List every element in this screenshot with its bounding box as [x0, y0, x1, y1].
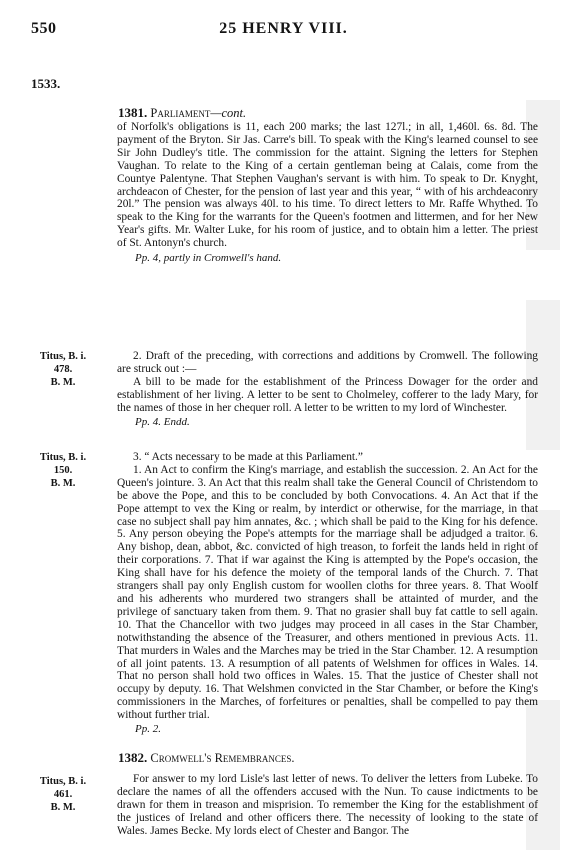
year-heading: 1533.	[31, 76, 61, 91]
entry-number: 1381.	[118, 105, 148, 120]
entry-title: Cromwell's Remembrances.	[150, 751, 295, 765]
paragraph: A bill to be made for the establishment of the Princess Dowager for the order and establishment of her living. A letter to be sent to Cholmeley, cofferer to the lady Mary, for the names of those in her chequer roll. A letter to be written to my lord of Winchester.	[117, 375, 538, 414]
margin-reference: Titus, B. i. 150. B. M.	[39, 452, 87, 489]
entry-heading-1382	[118, 750, 295, 766]
note: Pp. 2.	[135, 723, 161, 736]
paragraph: 1. An Act to confirm the King's marriage, and establish the succession. 2. An Act for the Queen's jointure. 3. An Act that this realm shall take the General Council of Christendom to be above the Pope, and this to be concluded by both Convocations. 4. An Act that if the Pope attempt to vex the King or realm, by interdict or otherwise, for the marriage, in that case no subject shall pay him annates, &c. ; which shall be paid to the King for his defence. 5. Any person obeying the Pope's attempts for the marriage shall be adjudged a traitor. 6. Any bishop, dean, abbot, &c. convicted of high treason, to forfeit the lands held in right of their corporations. 7. That if war against the King is attempted by the Pope's occasion, the King shall have for his defence the moiety of the temporal lands of the Church. 7. That strangers shall pay only English custom for woollen cloths for three years. 8. That Woolf and his adherents who murdered two strangers shall be attainted of murder, and the privilege of sanctuary taken from them. 9. That no grasier shall buy fat cattle to sell again. 10. That the Chancellor with two judges may proceed in all cases in the Star Chamber, notwithstanding the absence of the Treasurer, and others mentioned in previous Acts. 11. That murders in Wales and the Marches may be tried in the Star Chamber. 12. A resumption of all joint patents. 13. A resumption of all patents of Welshmen for offices in Wales. 14. That no person shall hold two offices in Wales. 15. That the justice of Chester shall not occupy by deputy. 16. That Welshmen convicted in the Star Chamber, or before the King's commissioners in the Marches, of forfeitures or penalties, shall be compelled to pay them without further trial.	[117, 463, 538, 722]
note: Pp. 4. Endd.	[135, 415, 190, 428]
note: Pp. 4, partly in Cromwell's hand.	[135, 252, 282, 265]
paragraph: 3. “ Acts necessary to be made at this Parliament.”	[133, 451, 363, 463]
paragraph: 2. Draft of the preceding, with corrections and additions by Cromwell. The following are struck out :—	[117, 350, 538, 375]
entry-body-1382	[117, 773, 538, 838]
item-3	[117, 451, 538, 736]
paragraph: For answer to my lord Lisle's last letter of news. To deliver the letters from Lubeke. To declare the names of all the offenders accused with the Nun. To cause indictments to be drawn for them in treason and misprision. To remember the King for the establishment of the justices of Ireland and other officers there. The necessity of looking to the state of Wales. James Becke. My lords elect of Chester and Bangor. The	[117, 773, 538, 837]
entry-cont: —cont.	[210, 106, 247, 120]
entry-number: 1382.	[118, 750, 148, 765]
margin-reference: Titus, B. i. 478. B. M.	[39, 351, 87, 388]
entry-heading-1381	[118, 105, 246, 121]
running-title: 25 HENRY VIII.	[219, 20, 348, 37]
entry-body-1381	[117, 121, 538, 265]
page-number: 550	[31, 20, 57, 37]
paragraph: of Norfolk's obligations is 11, each 200 marks; the last 127l.; in all, 1,460l. 6s. 8d. The payment of the Bryton. Sir Jas. Carre's bill. To speak with the King's learned counsel to see Sir John Dudley's title. The commission for the attaint. Signing the letters for Stephen Vaughan. To relate to the King of a certain gentleman being at Calais, come from the Countye Palentyne. That Stephen Vaughan's servant is with him. To speak to Dr. Knyght, archdeacon of Chester, for the pension of last year and this year, “ with of his archdeaconry 20l.” The pension was always 40l. to his time. To direct letters to Mr. Raffe Whythed. To speak to the King for the warrants for the Queen's footmen and littermen, and for her New Year's gifts. Mr. Walter Luke, for his room of justice, and to obtain him a letter. The priest of St. Antonyn's church.	[117, 121, 538, 250]
entry-title: Parliament	[150, 106, 211, 120]
item-2	[117, 350, 538, 428]
margin-reference: Titus, B. i. 461. B. M.	[39, 776, 87, 813]
